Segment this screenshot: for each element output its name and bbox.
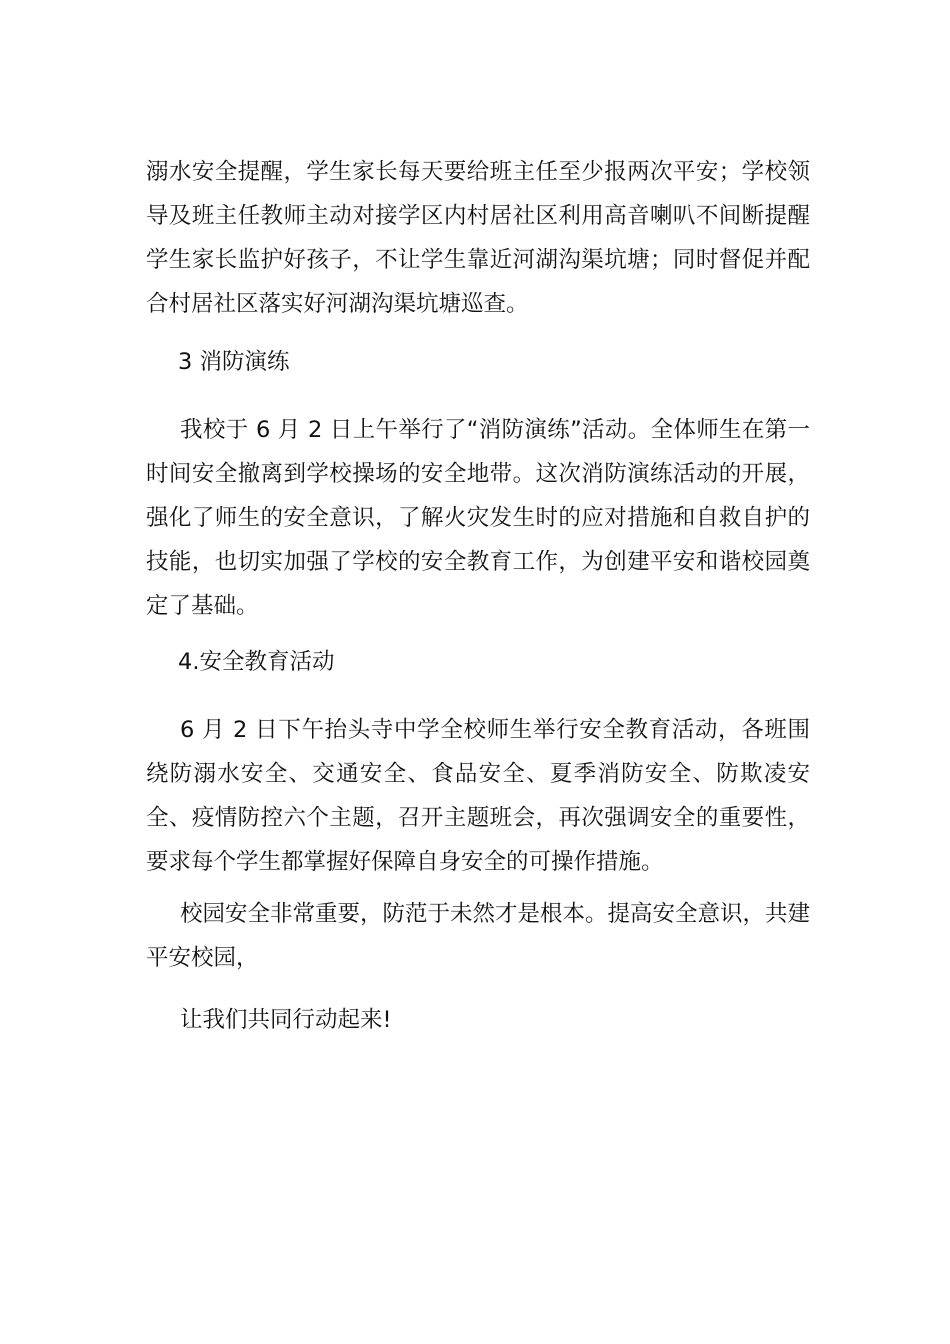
section-heading-safety-education: 4.安全教育活动 [178, 649, 335, 675]
paragraph-call-to-action: 让我们共同行动起来! [180, 1007, 392, 1033]
paragraph-safety-education: 6 月 2 日下午抬头寺中学全校师生举行安全教育活动，各班围绕防溺水安全、交通安全、食品安全、夏季消防安全、防欺凌安全、疫情防控六个主题，召开主题班会，再次强调安全的重要性，要求每个学生都掌握好保障自身安全的可操作措施。 [146, 717, 810, 875]
paragraph-fire-drill: 我校于 6 月 2 日上午举行了“消防演练”活动。全体师生在第一时间安全撤离到学校操场的安全地带。这次消防演练活动的开展，强化了师生的安全意识，了解火灾发生时的应对措施和自救自护的技能，也切实加强了学校的安全教育工作，为创建平安和谐校园奠定了基础。 [146, 417, 810, 619]
paragraph-drowning-safety: 溺水安全提醒，学生家长每天要给班主任至少报两次平安；学校领导及班主任教师主动对接学区内村居社区利用高音喇叭不间断提醒学生家长监护好孩子，不让学生靠近河湖沟渠坑塘；同时督促并配合村居社区落实好河湖沟渠坑塘巡查。 [146, 159, 810, 317]
paragraph-campus-safety: 校园安全非常重要，防范于未然才是根本。提高安全意识，共建平安校园， [146, 901, 811, 971]
section-heading-fire-drill: 3 消防演练 [178, 349, 290, 375]
document-body [146, 150, 810, 1042]
